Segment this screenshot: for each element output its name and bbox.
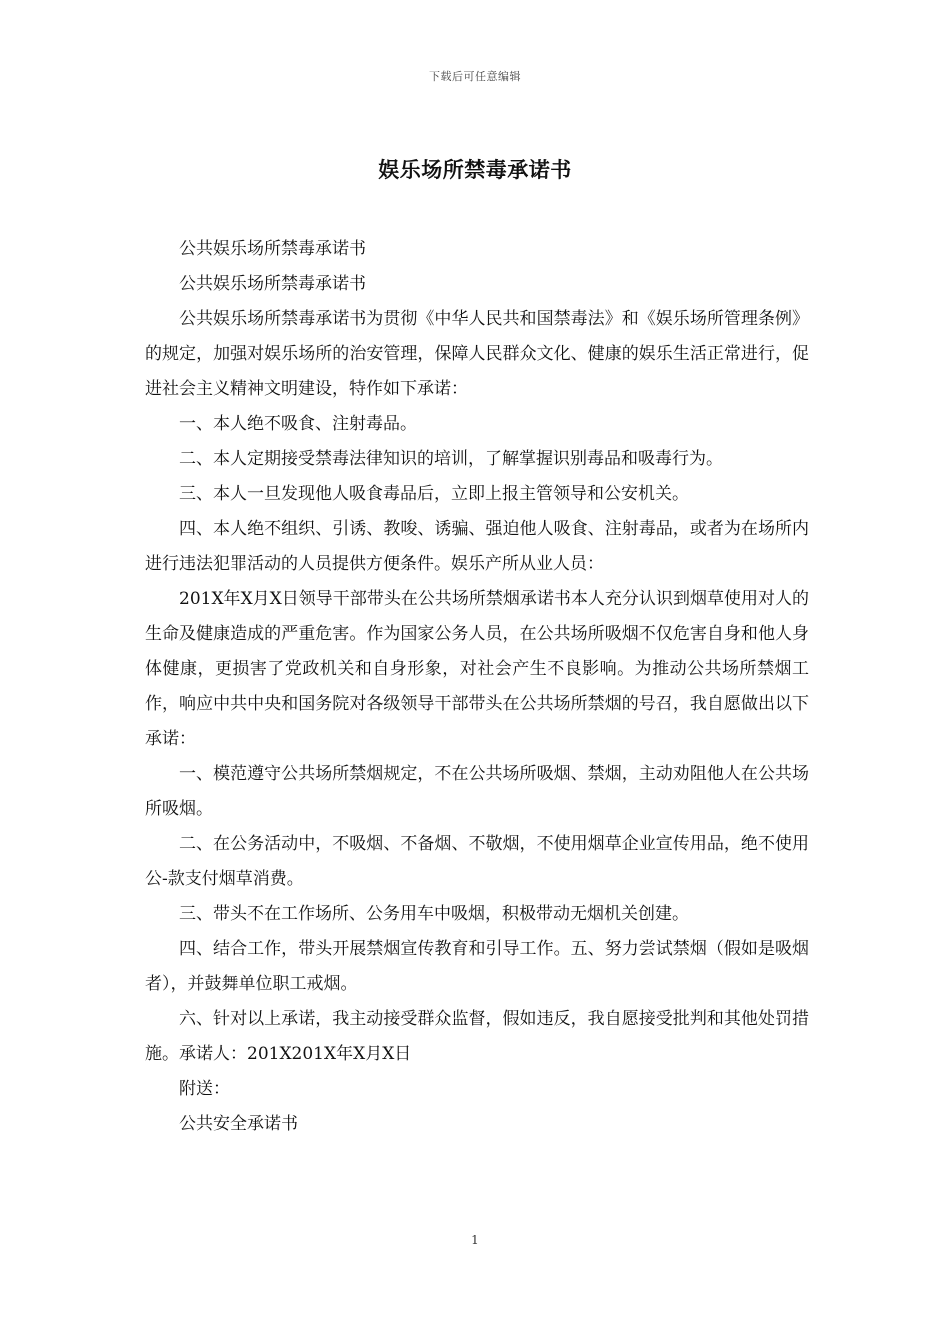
paragraph: 二、本人定期接受禁毒法律知识的培训，了解掌握识别毒品和吸毒行为。 (179, 449, 723, 469)
paragraph: 公共安全承诺书 (179, 1114, 298, 1134)
page-number: 1 (471, 1233, 479, 1247)
paragraph: 一、本人绝不吸食、注射毒品。 (179, 414, 417, 434)
header-note: 下载后可任意编辑 (429, 70, 521, 83)
paragraph: 四、本人绝不组织、引诱、教唆、诱骗、强迫他人吸食、注射毒品，或者为在场所内进行违法犯罪活动的人员提供方便条件。娱乐产所从业人员： (145, 519, 809, 574)
paragraph: 一、模范遵守公共场所禁烟规定，不在公共场所吸烟、禁烟，主动劝阻他人在公共场所吸烟。 (145, 764, 809, 819)
document-title: 娱乐场所禁毒承诺书 (378, 157, 572, 182)
paragraph: 附送： (179, 1079, 230, 1099)
paragraph: 201X年X月X日领导干部带头在公共场所禁烟承诺书本人充分认识到烟草使用对人的生命及健康造成的严重危害。作为国家公务人员，在公共场所吸烟不仅危害自身和他人身体健康，更损害了党政机关和自身形象，对社会产生不良影响。为推动公共场所禁烟工作，响应中共中央和国务院对各级领导干部带头在公共场所禁烟的号召，我自愿做出以下承诺： (145, 589, 809, 749)
paragraph: 三、带头不在工作场所、公务用车中吸烟，积极带动无烟机关创建。 (179, 904, 689, 924)
paragraph: 公共娱乐场所禁毒承诺书 (179, 239, 366, 259)
paragraph: 六、针对以上承诺，我主动接受群众监督，假如违反，我自愿接受批判和其他处罚措施。承诺人：201X201X年X月X日 (145, 1009, 809, 1064)
document-body (145, 232, 809, 1142)
paragraph: 三、本人一旦发现他人吸食毒品后，立即上报主管领导和公安机关。 (179, 484, 689, 504)
paragraph: 公共娱乐场所禁毒承诺书为贯彻《中华人民共和国禁毒法》和《娱乐场所管理条例》的规定，加强对娱乐场所的治安管理，保障人民群众文化、健康的娱乐生活正常进行，促进社会主义精神文明建设，特作如下承诺： (145, 309, 809, 399)
paragraph: 公共娱乐场所禁毒承诺书 (179, 274, 366, 294)
paragraph: 二、在公务活动中，不吸烟、不备烟、不敬烟，不使用烟草企业宣传用品，绝不使用公-款支付烟草消费。 (145, 834, 809, 889)
paragraph: 四、结合工作，带头开展禁烟宣传教育和引导工作。五、努力尝试禁烟（假如是吸烟者），并鼓舞单位职工戒烟。 (145, 939, 809, 994)
